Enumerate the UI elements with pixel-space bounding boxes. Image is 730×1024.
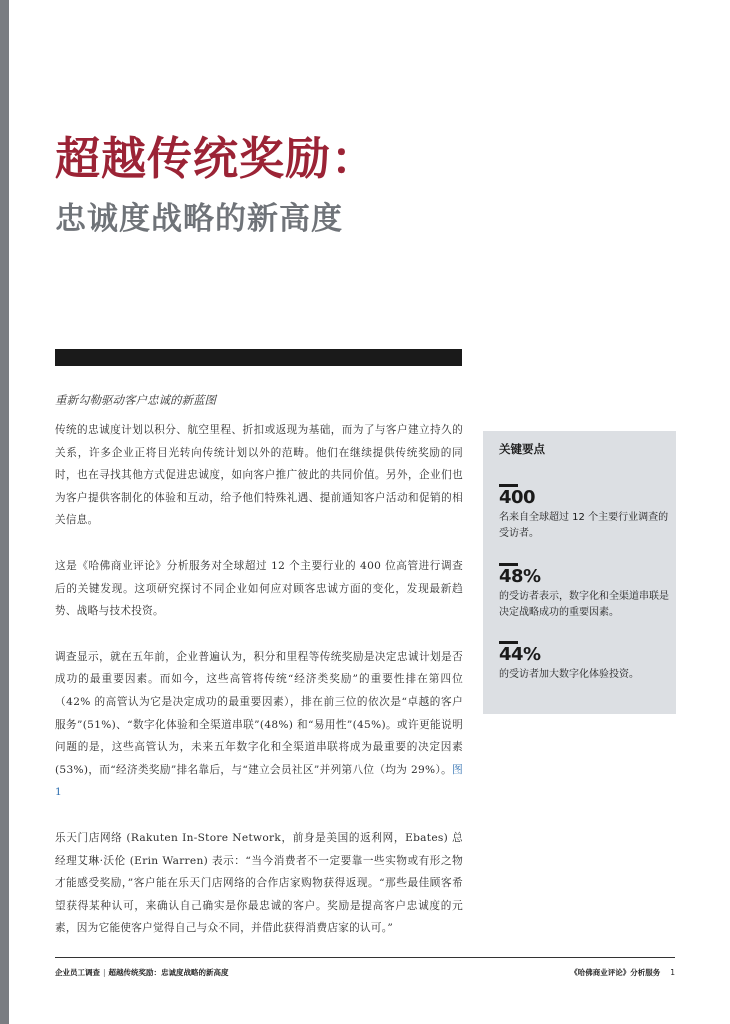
key-points-title: 关键要点 (499, 442, 545, 456)
title-divider-bar (55, 349, 462, 366)
page-number: 1 (670, 968, 675, 977)
body-paragraph: 这是《哈佛商业评论》分析服务对全球超过 12 个主要行业的 400 位高管进行调查后的关键发现。这项研究探讨不同企业如何应对顾客忠诚方面的变化，发现最新趋势、战略与技术投资。 (55, 559, 463, 618)
stat-number: 400 (499, 487, 536, 508)
figure-1-link[interactable]: 图1 (55, 763, 463, 799)
article-body (55, 419, 463, 963)
body-paragraph: 乐天门店网络 (Rakuten In-Store Network，前身是美国的返利网，Ebates) 总经理艾琳·沃伦 (Erin Warren) 表示：“当今消费者不一定要靠一些实物或有形之物才能感受奖励，”客户能在乐天门店网络的合作店家购物获得返现。“那些最佳顾客希望获得某种认可，来确认自己确实是你最忠诚的客户。奖励是提高客户忠诚度的元素，因为它能使客户觉得自己与众不同，并借此获得消费店家的认可。” (55, 831, 463, 935)
footer-running-title (55, 967, 229, 978)
stat-description: 的受访者加大数字化体验投资。 (499, 669, 639, 680)
footer-publisher-name: 《哈佛商业评论》分析服务 (570, 968, 661, 977)
body-paragraph: 传统的忠诚度计划以积分、航空里程、折扣或返现为基础，而为了与客户建立持久的关系，许多企业正将目光转向传统计划以外的范畴。他们在继续提供传统奖励的同时，也在寻找其他方式促进忠诚度，如向客户推广彼此的共同价值。另外，企业们也为客户提供客制化的体验和互动，给予他们特殊礼遇、提前通知客户活动和促销的相关信息。 (55, 424, 463, 527)
key-points-sidebar (483, 431, 676, 714)
stat-number: 48% (499, 566, 541, 587)
key-stat (499, 563, 669, 621)
footer-report-title: 超越传统奖励：忠诚度战略的新高度 (108, 968, 229, 977)
footer-separator: | (103, 968, 106, 977)
footer-divider (55, 957, 675, 958)
paragraph-text: 调查显示，就在五年前，企业普遍认为，积分和里程等传统奖励是决定忠诚计划是否成功的最重要因素。而如今，这些高管将传统“经济类奖励”的重要性排在第四位（42% 的高管认为它是决定成功的最重要因素），排在前三位的依次是“卓越的客户服务”(51%)、“数字化体验和全渠道串联”(48%) 和“易用性”(45%)。或许更能说明问题的是，这些高管认为，未来五年数字化和全渠道串联将成为最重要的决定因素 (53%)，而“经济类奖励”排名靠后，与“建立会员社区”并列第八位（均为 29%）。 (55, 650, 463, 776)
left-edge-bar (0, 0, 9, 1024)
key-stat (499, 641, 669, 683)
page-title: 超越传统奖励： (55, 132, 378, 185)
footer-section-label: 企业员工调查 (55, 968, 100, 977)
body-paragraph (55, 646, 463, 804)
stat-description: 的受访者表示，数字化和全渠道串联是决定战略成功的重要因素。 (499, 591, 669, 618)
stat-description: 名来自全球超过 12 个主要行业调查的受访者。 (499, 512, 669, 539)
page-subtitle: 忠诚度战略的新高度 (55, 201, 343, 237)
key-stat (499, 484, 669, 542)
stat-number: 44% (499, 644, 541, 665)
intro-heading: 重新勾勒驱动客户忠诚的新蓝图 (55, 393, 216, 407)
footer-publisher (570, 967, 675, 978)
